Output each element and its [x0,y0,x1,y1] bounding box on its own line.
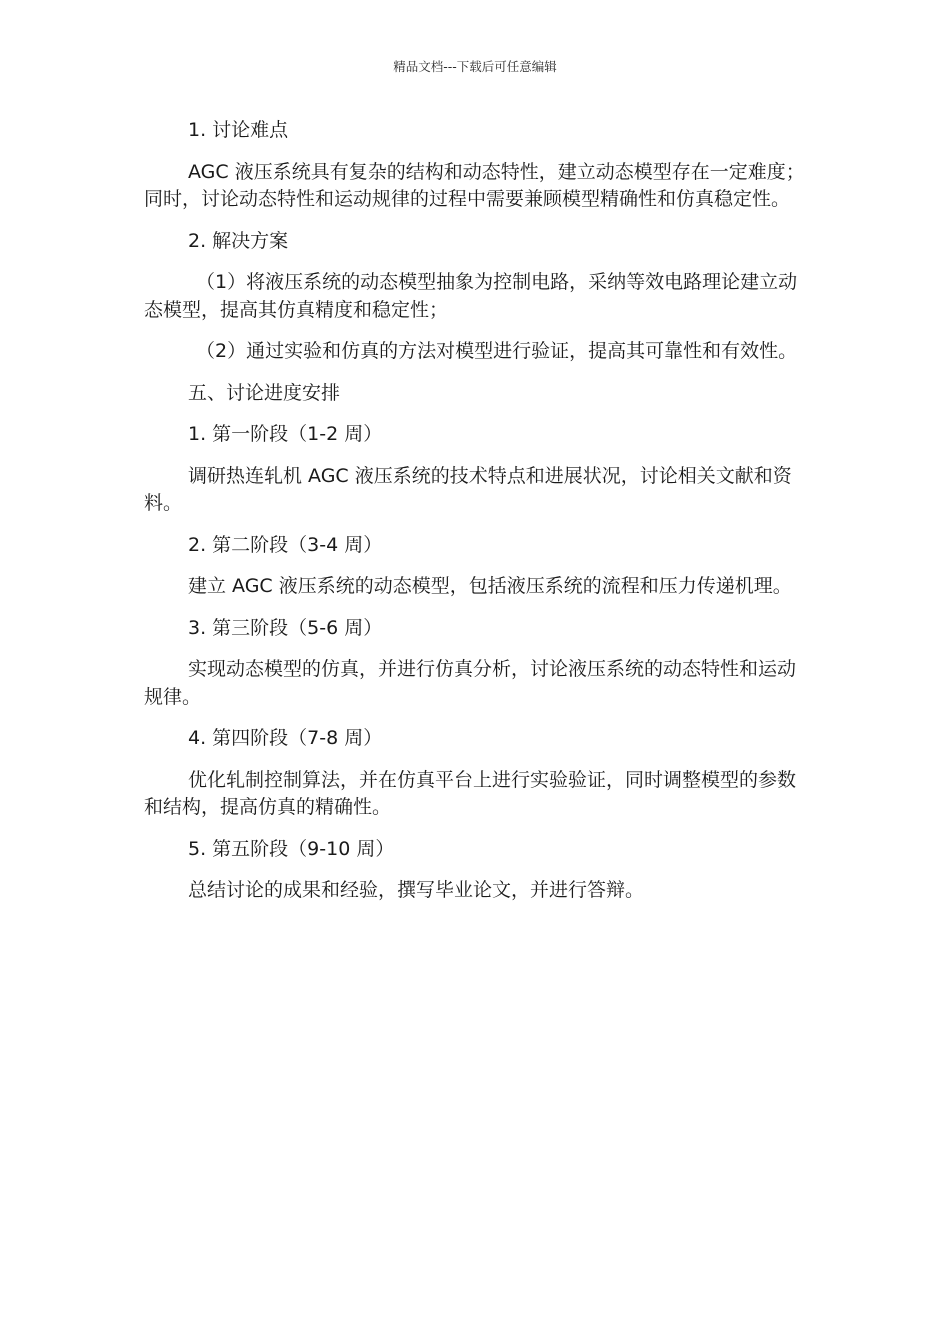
page-header: 精品文档---下载后可任意编辑 [393,59,557,74]
section-heading-schedule: 五、讨论进度安排 [188,381,341,404]
stage-heading-5: 5. 第五阶段（9-10 周） [188,837,395,860]
stage-description-1: 调研热连轧机 AGC 液压系统的技术特点和进展状况，讨论相关文献和资料。 [144,464,792,514]
stage-description-4: 优化轧制控制算法，并在仿真平台上进行实验验证，同时调整模型的参数和结构，提高仿真的精确性。 [144,768,797,818]
stage-heading-3: 3. 第三阶段（5-6 周） [188,616,383,639]
section-heading-research-difficulty: 1. 讨论难点 [188,119,289,141]
paragraph-solution-item-1: （1）将液压系统的动态模型抽象为控制电路，采纳等效电路理论建立动态模型，提高其仿真精度和稳定性； [144,271,798,321]
stage-description-2: 建立 AGC 液压系统的动态模型，包括液压系统的流程和压力传递机理。 [188,575,792,597]
stage-description-5: 总结讨论的成果和经验，撰写毕业论文，并进行答辩。 [188,879,645,901]
document-body [144,117,807,919]
stage-heading-4: 4. 第四阶段（7-8 周） [188,727,383,749]
stage-heading-1: 1. 第一阶段（1-2 周） [188,423,383,445]
section-heading-solution: 2. 解决方案 [188,229,289,252]
paragraph-solution-item-2: （2）通过实验和仿真的方法对模型进行验证，提高其可靠性和有效性。 [196,340,798,362]
stage-description-3: 实现动态模型的仿真，并进行仿真分析，讨论液压系统的动态特性和运动规律。 [144,658,797,708]
stage-heading-2: 2. 第二阶段（3-4 周） [188,533,383,556]
paragraph-difficulty-description: AGC 液压系统具有复杂的结构和动态特性，建立动态模型存在一定难度；同时，讨论动态特性和运动规律的过程中需要兼顾模型精确性和仿真稳定性。 [144,160,805,210]
